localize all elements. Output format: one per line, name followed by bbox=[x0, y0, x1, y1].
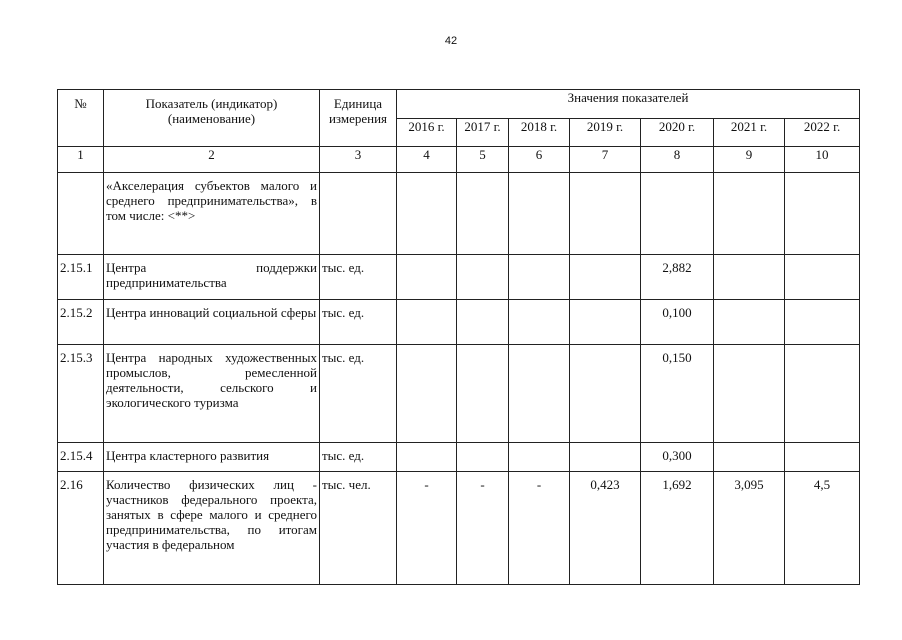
row-indicator-name: «Акселерация субъектов малого и среднего предпринимательства», в том числе: <**> bbox=[104, 173, 320, 255]
row-unit: тыс. ед. bbox=[320, 255, 397, 300]
column-number: 2 bbox=[104, 147, 320, 173]
row-value bbox=[457, 255, 509, 300]
row-value bbox=[714, 345, 785, 443]
row-indicator-name: Количество физических лиц - участников федерального проекта, занятых в сфере малого и среднего предпринимательства, по итогам участия в федеральном bbox=[104, 472, 320, 585]
row-value: 4,5 bbox=[785, 472, 860, 585]
row-number: 2.15.4 bbox=[58, 443, 104, 472]
row-value bbox=[457, 443, 509, 472]
page-number: 42 bbox=[444, 35, 458, 47]
header-no: № bbox=[58, 90, 104, 147]
row-value bbox=[457, 173, 509, 255]
column-number: 7 bbox=[570, 147, 641, 173]
column-number: 9 bbox=[714, 147, 785, 173]
row-value bbox=[641, 173, 714, 255]
column-numbers-row bbox=[58, 147, 860, 173]
row-value bbox=[509, 255, 570, 300]
row-value bbox=[570, 255, 641, 300]
row-number: 2.15.2 bbox=[58, 300, 104, 345]
row-value bbox=[509, 443, 570, 472]
row-value bbox=[570, 173, 641, 255]
column-number: 4 bbox=[397, 147, 457, 173]
header-year: 2022 г. bbox=[785, 119, 860, 147]
row-value: 0,150 bbox=[641, 345, 714, 443]
row-value bbox=[397, 300, 457, 345]
row-value: 0,423 bbox=[570, 472, 641, 585]
row-number: 2.16 bbox=[58, 472, 104, 585]
row-value bbox=[714, 300, 785, 345]
table-row bbox=[58, 345, 860, 443]
row-value bbox=[570, 345, 641, 443]
table-row bbox=[58, 472, 860, 585]
row-number: 2.15.1 bbox=[58, 255, 104, 300]
column-number: 10 bbox=[785, 147, 860, 173]
row-value bbox=[457, 345, 509, 443]
row-number bbox=[58, 173, 104, 255]
row-value bbox=[785, 173, 860, 255]
row-value bbox=[397, 345, 457, 443]
column-number: 6 bbox=[509, 147, 570, 173]
header-year: 2020 г. bbox=[641, 119, 714, 147]
header-row bbox=[58, 90, 860, 119]
row-value bbox=[785, 300, 860, 345]
row-value bbox=[509, 173, 570, 255]
row-value: - bbox=[457, 472, 509, 585]
row-value bbox=[714, 443, 785, 472]
row-value: - bbox=[509, 472, 570, 585]
row-unit: тыс. ед. bbox=[320, 443, 397, 472]
table-row bbox=[58, 255, 860, 300]
row-number: 2.15.3 bbox=[58, 345, 104, 443]
header-year: 2017 г. bbox=[457, 119, 509, 147]
row-value: 3,095 bbox=[714, 472, 785, 585]
row-indicator-name: Центра поддержки предпринимательства bbox=[104, 255, 320, 300]
indicators-table bbox=[57, 89, 860, 585]
row-value bbox=[570, 300, 641, 345]
header-year: 2018 г. bbox=[509, 119, 570, 147]
row-value bbox=[714, 255, 785, 300]
header-year: 2021 г. bbox=[714, 119, 785, 147]
header-year: 2019 г. bbox=[570, 119, 641, 147]
header-year: 2016 г. bbox=[397, 119, 457, 147]
table-row bbox=[58, 300, 860, 345]
header-unit: Единица измерения bbox=[320, 90, 397, 147]
row-value bbox=[397, 255, 457, 300]
table-row bbox=[58, 443, 860, 472]
table-row bbox=[58, 173, 860, 255]
row-unit: тыс. ед. bbox=[320, 300, 397, 345]
row-indicator-name: Центра инноваций социальной сферы bbox=[104, 300, 320, 345]
row-value: - bbox=[397, 472, 457, 585]
header-indicator: Показатель (индикатор) (наименование) bbox=[104, 90, 320, 147]
row-indicator-name: Центра народных художественных промыслов, ремесленной деятельности, сельского и экологического туризма bbox=[104, 345, 320, 443]
column-number: 1 bbox=[58, 147, 104, 173]
row-value bbox=[785, 443, 860, 472]
row-value bbox=[397, 443, 457, 472]
row-value bbox=[509, 300, 570, 345]
row-value: 0,300 bbox=[641, 443, 714, 472]
column-number: 8 bbox=[641, 147, 714, 173]
column-number: 3 bbox=[320, 147, 397, 173]
row-value bbox=[509, 345, 570, 443]
row-value bbox=[714, 173, 785, 255]
row-value bbox=[397, 173, 457, 255]
row-value: 2,882 bbox=[641, 255, 714, 300]
row-value: 0,100 bbox=[641, 300, 714, 345]
row-unit: тыс. чел. bbox=[320, 472, 397, 585]
header-values-group: Значения показателей bbox=[397, 90, 860, 119]
row-value bbox=[570, 443, 641, 472]
row-unit: тыс. ед. bbox=[320, 345, 397, 443]
row-indicator-name: Центра кластерного развития bbox=[104, 443, 320, 472]
row-value bbox=[785, 255, 860, 300]
row-value bbox=[457, 300, 509, 345]
row-unit bbox=[320, 173, 397, 255]
column-number: 5 bbox=[457, 147, 509, 173]
row-value: 1,692 bbox=[641, 472, 714, 585]
row-value bbox=[785, 345, 860, 443]
